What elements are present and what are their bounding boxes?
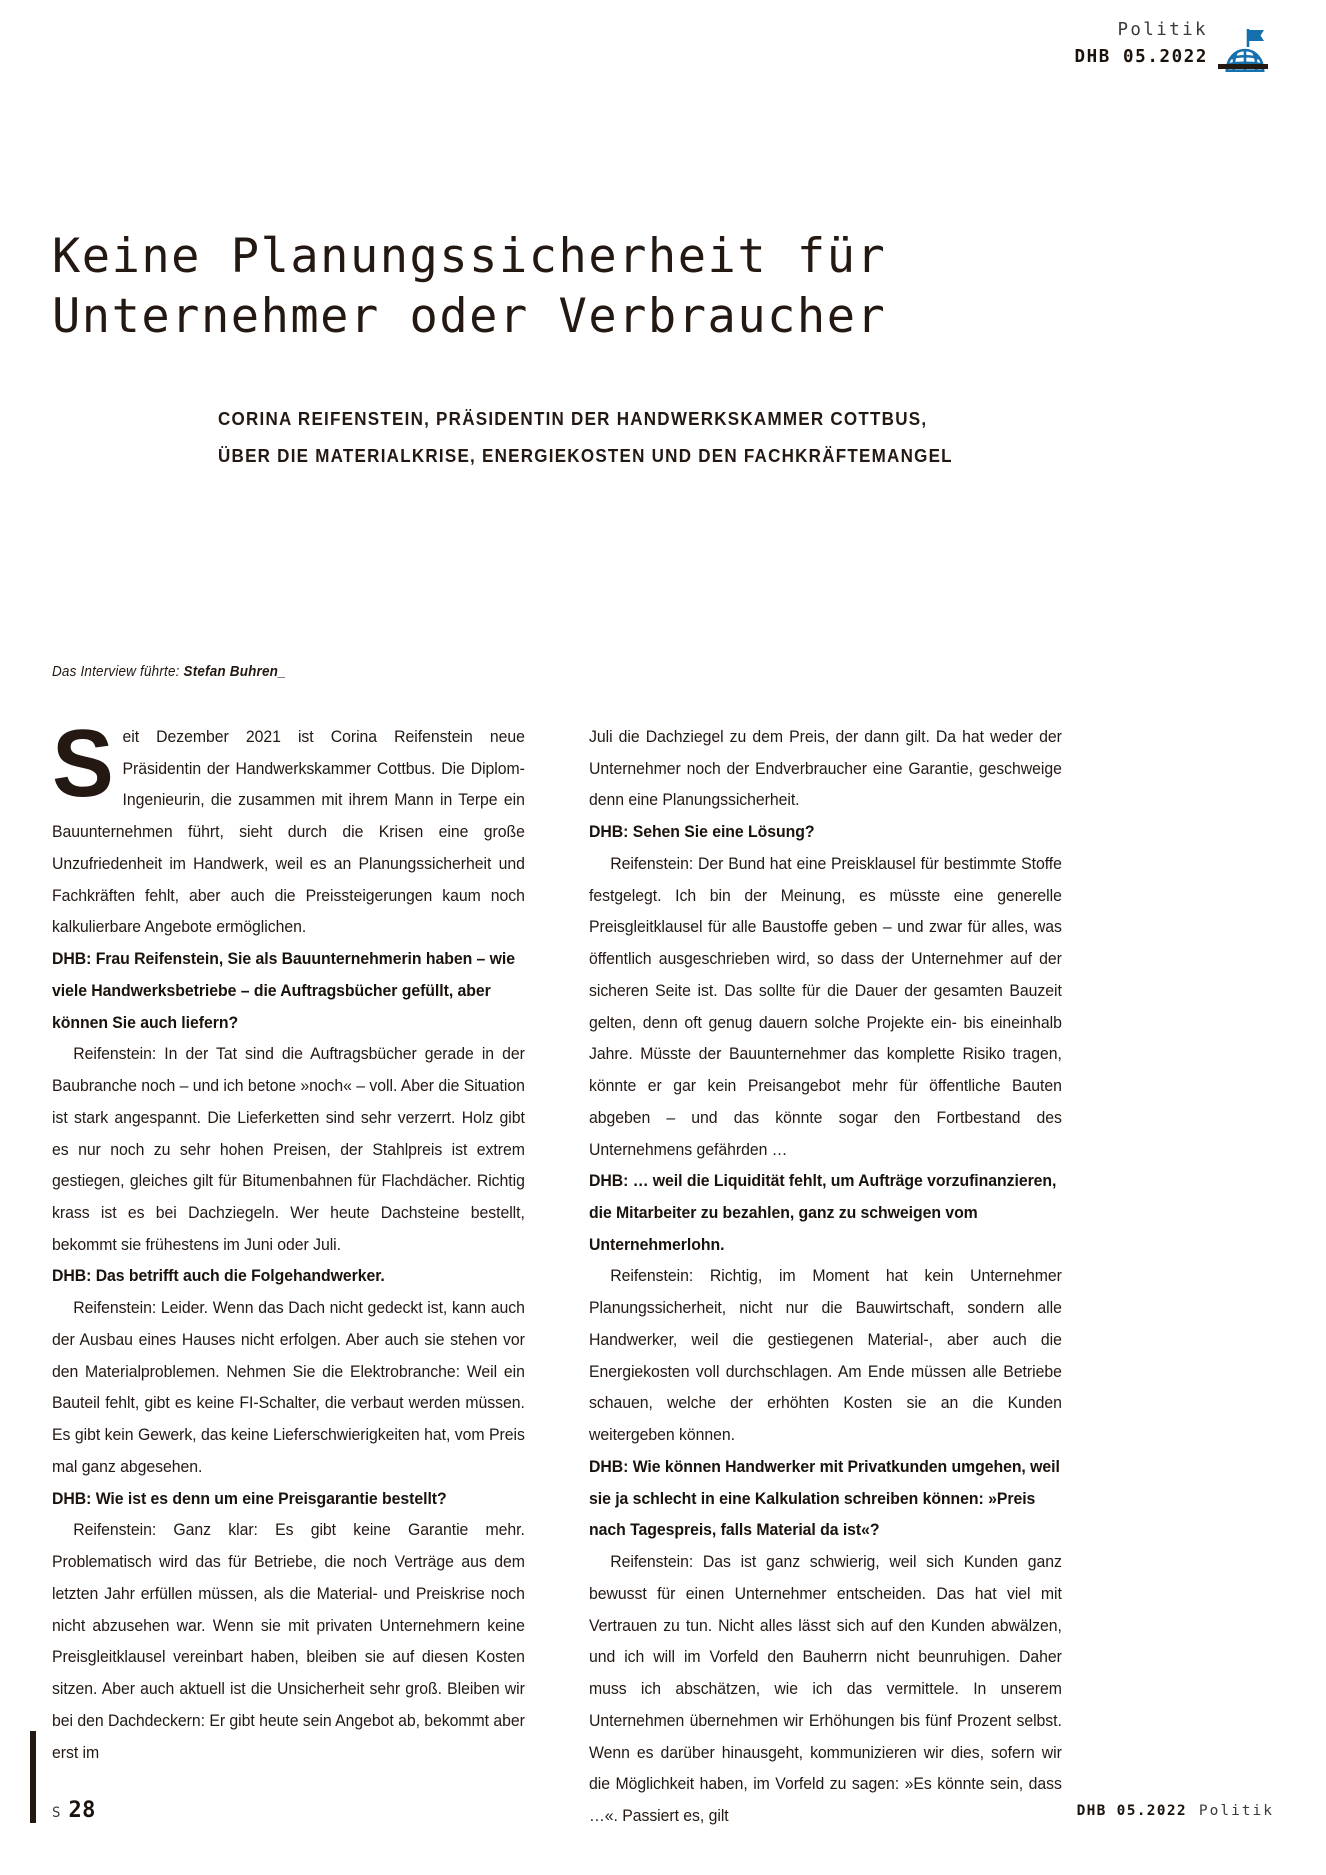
footer-issue-label: DHB 05.2022 bbox=[1076, 1803, 1187, 1819]
headline-line-1: Keine Planungssicherheit für bbox=[52, 229, 887, 285]
header-issue-label: DHB 05.2022 bbox=[1074, 46, 1208, 67]
answer-3: Reifenstein: Ganz klar: Es gibt keine Garantie mehr. Problematisch wird das für Betriebe, die noch Verträge aus dem letzten Jahr erfüllen müssen, als die Material- und Preiskrise noch nicht abzusehen war. Wenn sie mit privaten Unternehmern keine Preisgleitklausel vereinbart haben, bleiben sie auf diesen Kosten sitzen. Aber auch aktuell ist die Unsicherheit sehr groß. Bleiben wir bei den Dachdeckern: Er gibt heute sein Angebot ab, bekommt aber erst im bbox=[52, 1521, 525, 1762]
article-columns bbox=[52, 710, 1274, 1833]
drop-cap: S bbox=[52, 710, 112, 817]
header-section-label: Politik bbox=[1117, 20, 1208, 40]
answer-4: Reifenstein: Der Bund hat eine Preisklausel für bestimmte Stoffe festgelegt. Ich bin der Meinung, es müsste eine generelle Preisgleitklausel für alle Baustoffe geben – und zwar für alles, was öffentlich ausgeschrieben wird, so dass der Unternehmer auf der sicheren Seite ist. Das sollte für die Dauer der gesamten Bauzeit gelten, denn oft genug dauern solche Projekte ein- bis eineinhalb Jahre. Müsste der Bauunternehmer das komplette Risiko tragen, könnte er gar kein Preisangebot mehr für öffentliche Bauten abgeben – und das könnte sogar den Fortbestand des Unternehmens gefährden … bbox=[589, 854, 1062, 1159]
footer-issue-indicator bbox=[1077, 1803, 1274, 1819]
question-2: DHB: Das betrifft auch die Folgehandwerker. bbox=[52, 1267, 385, 1286]
answer-1: Reifenstein: In der Tat sind die Auftragsbücher gerade in der Baubranche noch – und ich betone »noch« – voll. Aber die Situation ist stark angespannt. Die Lieferketten sind sehr verzerrt. Holz gibt es nur noch zu sehr hohen Preisen, der Stahlpreis ist extrem gestiegen, gleiches gilt für Bitumenbahnen für Flachdächer. Richtig krass ist es bei Dachziegeln. Wer heute Dachsteine bestellt, bekommt sie frühestens im Juni oder Juli. bbox=[52, 1045, 525, 1254]
footer-page-number: 28 bbox=[68, 1798, 96, 1823]
footer-page-indicator bbox=[52, 1798, 96, 1823]
answer-6: Reifenstein: Das ist ganz schwierig, weil sich Kunden ganz bewusst für einen Unternehmer entscheiden. Das hat viel mit Vertrauen zu tun. Nicht alles lässt sich auf den Kunden abwälzen, und ich will im Vorfeld den Bauherrn nicht beunruhigen. Daher muss ich abschätzen, wie ich das vermittele. In unserem Unternehmen übernehmen wir Erhöhungen bis fünf Prozent selbst. Wenn es darüber hinausgeht, kommunizieren wir dies, sofern wir die Möglichkeit haben, im Vorfeld zu sagen: »Es könnte sein, dass …«. Passiert es, gilt bbox=[589, 1553, 1062, 1825]
reichstag-dome-icon bbox=[1222, 25, 1268, 80]
byline-prefix: Das Interview führte: bbox=[52, 664, 180, 680]
lead-paragraph bbox=[52, 710, 525, 944]
column-left bbox=[52, 710, 542, 1833]
column-right bbox=[589, 722, 1079, 1833]
question-6: DHB: Wie können Handwerker mit Privatkunden umgehen, weil sie ja schlecht in eine Kalkulation schreiben können: »Preis nach Tagespreis, falls Material da ist«? bbox=[589, 1457, 1060, 1540]
answer-5: Reifenstein: Richtig, im Moment hat kein Unternehmer Planungssicherheit, nicht nur die Bauwirtschaft, sondern alle Handwerker, weil die gestiegenen Material-, aber auch die Energiekosten voll durchschlagen. Am Ende müssen alle Betriebe schauen, welche der erhöhten Kosten sie an die Kunden weitergeben können. bbox=[589, 1267, 1062, 1445]
header-rule bbox=[1218, 64, 1268, 69]
byline-author-name: Stefan Buhren_ bbox=[183, 664, 286, 680]
answer-2: Reifenstein: Leider. Wenn das Dach nicht gedeckt ist, kann auch der Ausbau eines Hauses nicht erfolgen. Aber auch sie stehen vor den Materialproblemen. Nehmen Sie die Elektrobranche: Weil ein Bauteil fehlt, gibt es keine FI-Schalter, die verbaut werden müssen. Es gibt kein Gewerk, das keine Lieferschwierigkeiten hat, vom Preis mal ganz abgesehen. bbox=[52, 1299, 525, 1476]
masthead bbox=[1075, 22, 1269, 80]
lead-paragraph-text: eit Dezember 2021 ist Corina Reifenstein neue Präsidentin der Handwerkskammer Cottbus. Die Diplom-Ingenieurin, die zusammen mit ihrem Mann in Terpe ein Bauunternehmen führt, sieht durch die Krisen eine große Unzufriedenheit im Handwerk, weil es an Planungssicherheit und Fachkräften fehlt, aber auch die Preissteigerungen kaum noch kalkulierbare Angebote ermöglichen. bbox=[52, 728, 525, 937]
standfirst-line-1: CORINA REIFENSTEIN, PRÄSIDENTIN DER HANDWERKSKAMMER COTTBUS, bbox=[218, 408, 928, 429]
masthead-text bbox=[1075, 22, 1209, 66]
page-title bbox=[52, 227, 1274, 346]
standfirst bbox=[218, 400, 1190, 474]
byline bbox=[52, 664, 286, 680]
question-4: DHB: Sehen Sie eine Lösung? bbox=[589, 823, 815, 842]
footer-section-label: Politik bbox=[1198, 1803, 1274, 1819]
answer-3-continued: Juli die Dachziegel zu dem Preis, der dann gilt. Da hat weder der Unternehmer noch der Endverbraucher eine Garantie, geschweige denn eine Planungssicherheit. bbox=[589, 728, 1062, 810]
question-5: DHB: … weil die Liquidität fehlt, um Aufträge vorzufinanzieren, die Mitarbeiter zu bezahlen, ganz zu schweigen vom Unternehmerlohn. bbox=[589, 1172, 1057, 1254]
standfirst-line-2: ÜBER DIE MATERIALKRISE, ENERGIEKOSTEN UND DEN FACHKRÄFTEMANGEL bbox=[218, 445, 953, 466]
footer-rule bbox=[30, 1731, 36, 1823]
question-3: DHB: Wie ist es denn um eine Preisgarantie bestellt? bbox=[52, 1489, 447, 1508]
question-1: DHB: Frau Reifenstein, Sie als Bauunternehmerin haben – wie viele Handwerksbetriebe – die Auftragsbücher gefüllt, aber können Sie auch liefern? bbox=[52, 950, 515, 1032]
headline-line-2: Unternehmer oder Verbraucher bbox=[52, 289, 887, 345]
footer-page-prefix: S bbox=[52, 1805, 62, 1821]
